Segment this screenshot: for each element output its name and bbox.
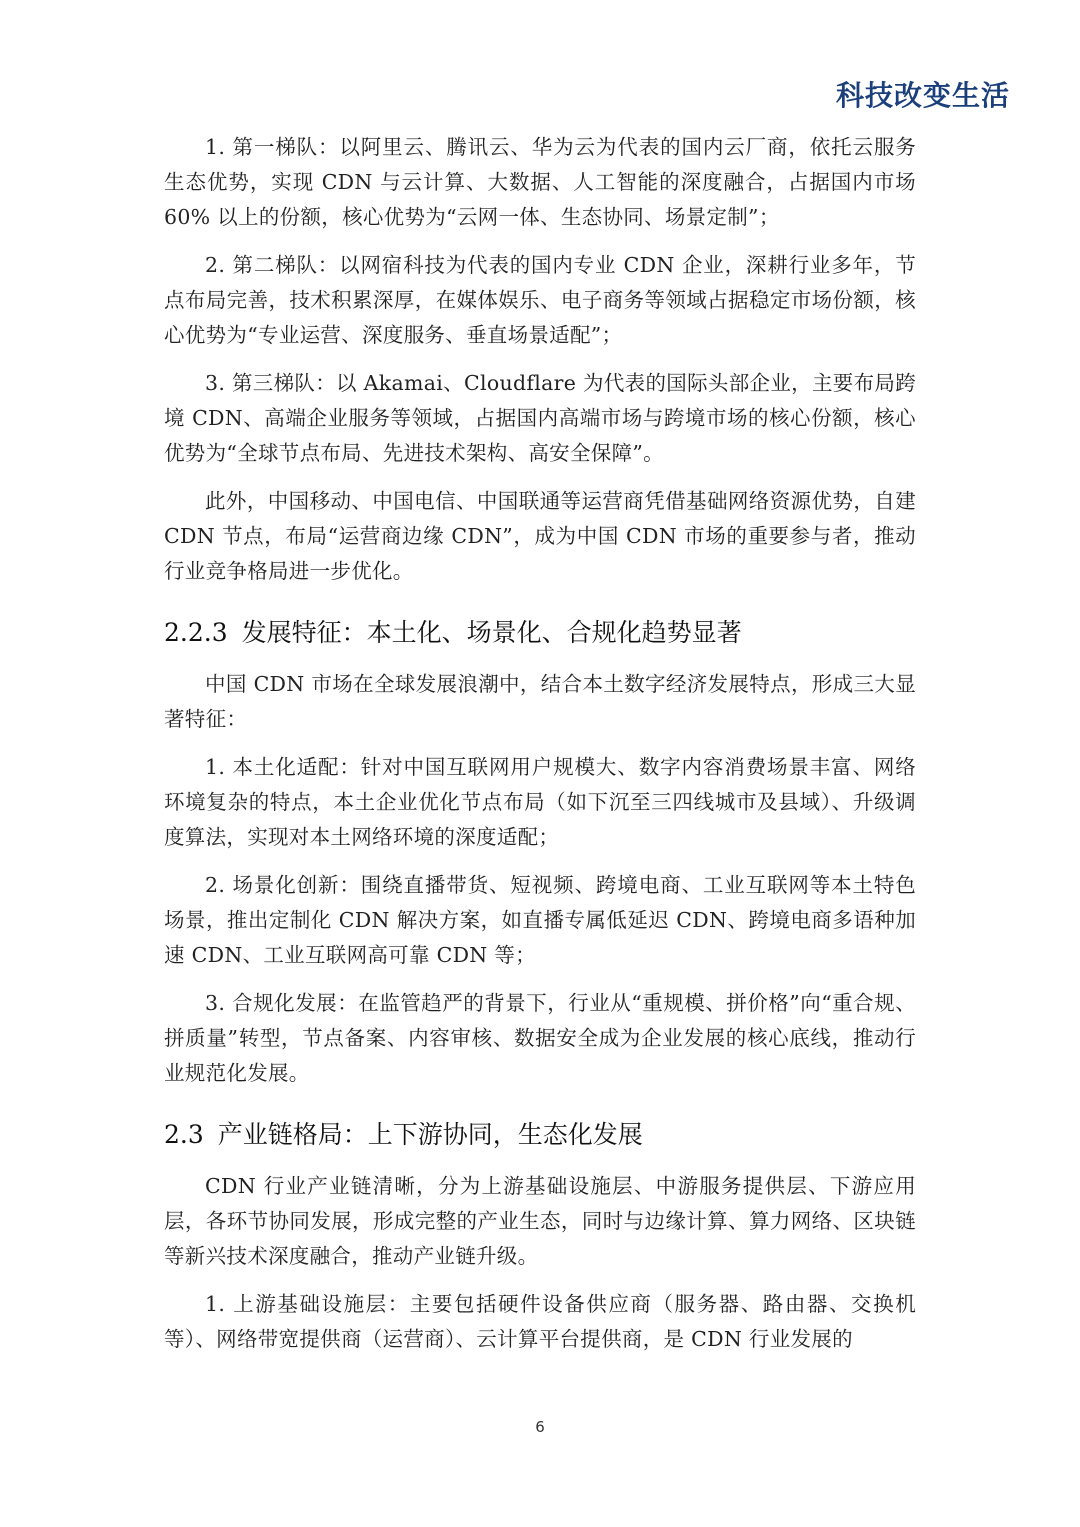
feature-localization-paragraph: 1. 本土化适配：针对中国互联网用户规模大、数字内容消费场景丰富、网络环境复杂的特点，本土企业优化节点布局（如下沉至三四线城市及县域）、升级调度算法，实现对本土网络环境的深度适配； <box>164 755 916 849</box>
page-number: 6 <box>535 1418 545 1436</box>
upstream-layer-paragraph: 1. 上游基础设施层：主要包括硬件设备供应商（服务器、路由器、交换机等）、网络带宽提供商（运营商）、云计算平台提供商，是 CDN 行业发展的 <box>164 1292 916 1351</box>
tier-1-paragraph: 1. 第一梯队：以阿里云、腾讯云、华为云为代表的国内云厂商，依托云服务生态优势，实现 CDN 与云计算、大数据、人工智能的深度融合，占据国内市场 60% 以上的份额，核心优势为“云网一体、生态协同、场景定制”； <box>164 135 916 229</box>
section-number: 2.3 <box>164 1120 204 1149</box>
tier-2-paragraph: 2. 第二梯队：以网宿科技为代表的国内专业 CDN 企业，深耕行业多年，节点布局完善，技术积累深厚，在媒体娱乐、电子商务等领域占据稳定市场份额，核心优势为“专业运营、深度服务、垂直场景适配”； <box>164 253 916 347</box>
section-title: 产业链格局：上下游协同，生态化发展 <box>217 1120 643 1149</box>
features-intro-paragraph: 中国 CDN 市场在全球发展浪潮中，结合本土数字经济发展特点，形成三大显著特征： <box>164 672 916 731</box>
section-heading-2-3 <box>164 1115 916 1155</box>
header-brand: 科技改变生活 <box>835 79 1010 112</box>
section-heading-2-2-3 <box>164 613 916 653</box>
feature-compliance-paragraph: 3. 合规化发展：在监管趋严的背景下，行业从“重规模、拼价格”向“重合规、拼质量”转型，节点备案、内容审核、数据安全成为企业发展的核心底线，推动行业规范化发展。 <box>164 991 916 1085</box>
section-number: 2.2.3 <box>164 618 228 647</box>
page-body <box>164 130 916 1370</box>
section-title: 发展特征：本土化、场景化、合规化趋势显著 <box>241 618 742 647</box>
feature-scenario-paragraph: 2. 场景化创新：围绕直播带货、短视频、跨境电商、工业互联网等本土特色场景，推出定制化 CDN 解决方案，如直播专属低延迟 CDN、跨境电商多语种加速 CDN、工业互联网高可靠 CDN 等； <box>164 873 916 967</box>
operators-paragraph: 此外，中国移动、中国电信、中国联通等运营商凭借基础网络资源优势，自建 CDN 节点，布局“运营商边缘 CDN”，成为中国 CDN 市场的重要参与者，推动行业竞争格局进一步优化。 <box>164 489 916 583</box>
tier-3-paragraph: 3. 第三梯队：以 Akamai、Cloudflare 为代表的国际头部企业，主要布局跨境 CDN、高端企业服务等领域，占据国内高端市场与跨境市场的核心份额，核心优势为“全球节点布局、先进技术架构、高安全保障”。 <box>164 371 916 465</box>
industry-chain-intro-paragraph: CDN 行业产业链清晰，分为上游基础设施层、中游服务提供层、下游应用层，各环节协同发展，形成完整的产业生态，同时与边缘计算、算力网络、区块链等新兴技术深度融合，推动产业链升级。 <box>164 1174 916 1268</box>
